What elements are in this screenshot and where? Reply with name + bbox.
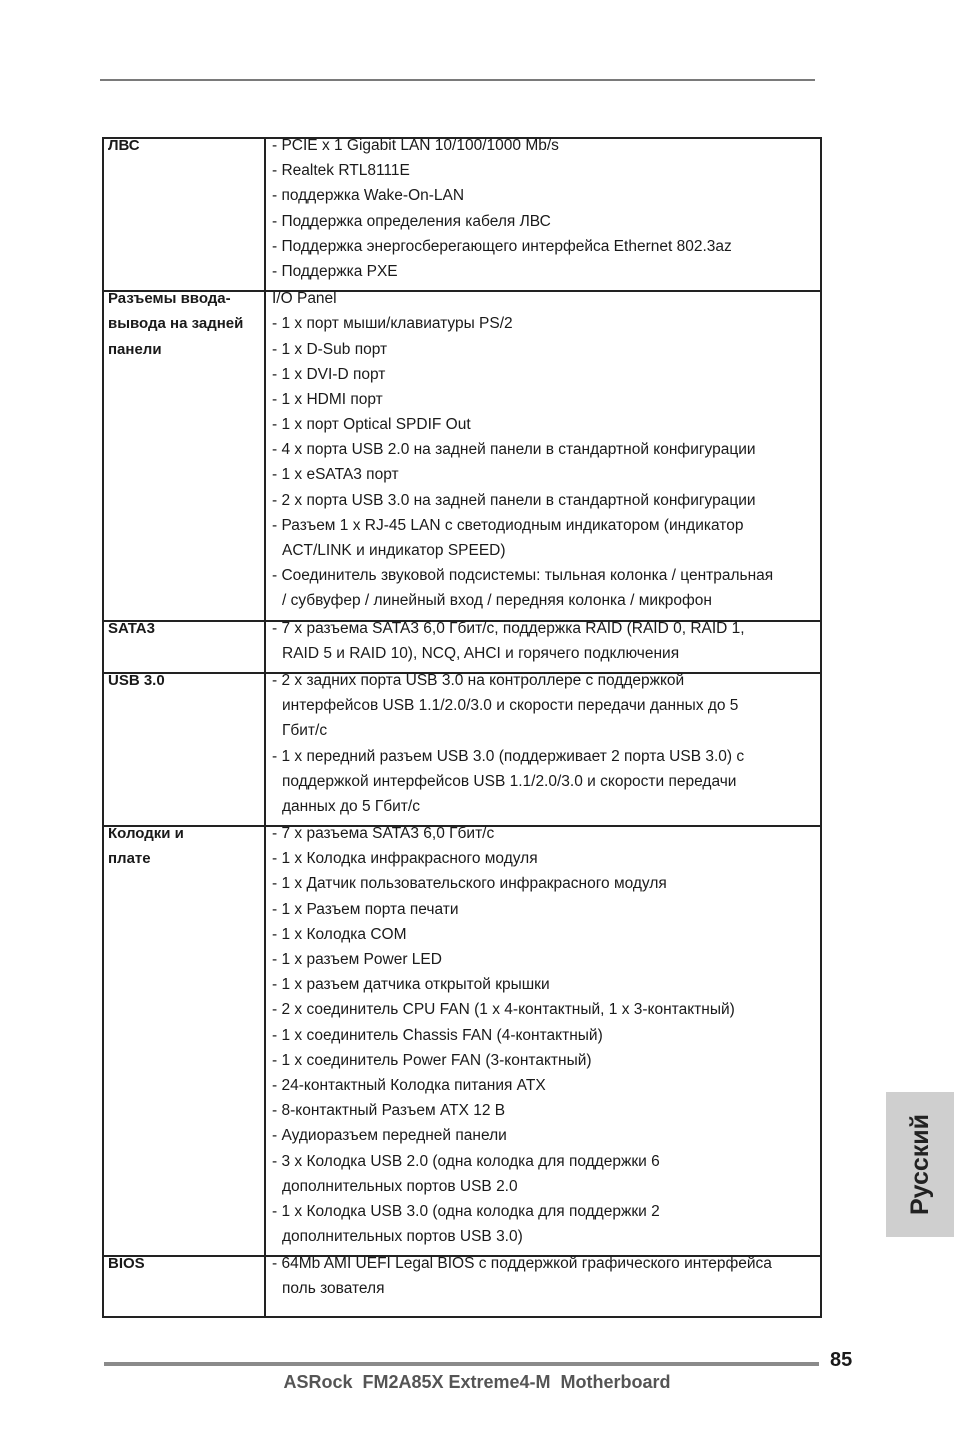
top-rule [100,79,815,81]
spec-label: Разъемы ввода- [108,290,231,308]
spec-value-cell [265,621,821,673]
spec-table-body [103,138,821,1317]
spec-label: плате [108,850,151,868]
spec-value-line: - 1 x разъем Power LED [272,951,442,968]
spec-label-cell [103,1256,265,1316]
spec-value-line: данных до 5 Гбит/с [282,797,420,815]
spec-row [103,621,821,673]
spec-value-line: - 7 x разъема SATA3 6,0 Гбит/с, поддержка RAID (RAID 0, RAID 1, [272,619,745,637]
spec-table [102,137,822,1318]
spec-value-line: - 1 x порт Optical SPDIF Out [272,416,471,434]
spec-label-cell [103,826,265,1256]
spec-value-line: поддержкой интерфейсов USB 1.1/2.0/3.0 и скорости передачи [282,772,737,790]
spec-value-line: - 1 x Колодка USB 3.0 (одна колодка для поддержки 2 [272,1202,660,1220]
spec-value-line: - 1 x Колодка COM [272,925,407,943]
spec-value-line: поль зователя [282,1280,385,1298]
spec-value-line: I/O Panel [272,290,337,308]
spec-value-line: - Поддержка PXE [272,262,398,280]
language-tab [886,1092,954,1237]
spec-value-line: / субвуфер / линейный вход / передняя колонка / микрофон [282,592,712,610]
spec-value-line: - 1 x порт мыши/клавиатуры PS/2 [272,315,513,333]
spec-row [103,138,821,291]
spec-label-cell [103,621,265,673]
spec-value-line: - 1 x DVI-D порт [272,365,386,383]
spec-label-cell [103,673,265,826]
spec-value-line: - 1 x соединитель Chassis FAN (4-контактный) [272,1026,603,1044]
spec-value-line: - Поддержка энергосберегающего интерфейса Ethernet 802.3az [272,237,732,255]
spec-row [103,291,821,620]
spec-label: вывода на задней [108,315,244,333]
spec-value-line: - 1 x соединитель Power FAN (3-контактный) [272,1051,592,1069]
spec-value-line: дополнительных портов USB 3.0) [282,1228,523,1246]
spec-row [103,826,821,1256]
spec-value-line: - 2 x соединитель CPU FAN (1 x 4-контактный, 1 x 3-контактный) [272,1001,735,1019]
spec-value-line: - PCIE x 1 Gigabit LAN 10/100/1000 Mb/s [272,137,559,154]
spec-value-line: RAID 5 и RAID 10), NCQ, AHCI и горячего подключения [282,644,680,662]
spec-label: панели [108,340,162,358]
spec-value-cell [265,1256,821,1316]
page-number: 85 [830,1349,853,1371]
spec-label: ЛВС [108,137,140,154]
spec-row [103,673,821,826]
spec-value-line: - Разъем 1 x RJ-45 LAN с светодиодным индикатором (индикатор [272,516,744,534]
spec-label: Колодки и [108,825,184,843]
spec-value-line: - 24-контактный Колодка питания ATX [272,1076,546,1094]
spec-value-line: - Аудиоразъем передней панели [272,1127,507,1145]
spec-value-line: - 64Mb AMI UEFI Legal BIOS с поддержкой графическoго интерфейса [272,1255,772,1273]
spec-value-line: - 2 x порта USB 3.0 на задней панели в стандартной конфигурации [272,491,756,509]
spec-value-line: ACT/LINK и индикатор SPEED) [282,542,506,559]
spec-value-line: - 1 x Датчик пользовательского инфракрасного модуля [272,875,667,893]
spec-value-line: - 1 x передний разъем USB 3.0 (поддерживает 2 порта USB 3.0) с [272,747,745,765]
spec-value-line: дополнительных портов USB 2.0 [282,1177,518,1195]
spec-label-cell [103,138,265,291]
spec-value-cell [265,138,821,291]
spec-value-cell [265,673,821,826]
spec-value-line: - поддержка Wake-On-LAN [272,187,465,205]
spec-value-line: - 1 x D-Sub порт [272,340,388,358]
spec-value-line: - Поддержка определения кабеля ЛВС [272,212,551,230]
spec-label-cell [103,291,265,620]
spec-value-line: - 8-контактный Разъем ATX 12 В [272,1102,506,1120]
spec-value-line: - 3 x Колодка USB 2.0 (одна колодка для поддержки 6 [272,1152,660,1170]
spec-value-line: - 1 x eSATA3 порт [272,466,399,484]
spec-value-cell [265,291,821,620]
spec-value-line: - Соединитель звуковой подсистемы: тыльная колонка / центральная [272,567,774,585]
language-tab-label: Русский [905,1113,934,1216]
spec-value-line: - Realtek RTL8111E [272,162,410,180]
spec-label: USB 3.0 [108,671,165,689]
spec-value-line: интерфейсов USB 1.1/2.0/3.0 и скорости передачи данных до 5 [282,697,739,715]
spec-value-line: - 1 x Колодка инфракрасного модуля [272,850,538,868]
bottom-rule [104,1362,819,1366]
spec-label: SATA3 [108,619,155,637]
spec-value-cell [265,826,821,1256]
spec-row [103,1256,821,1316]
spec-value-line: - 7 x разъема SATA3 6,0 Гбит/с [272,825,495,843]
spec-label: BIOS [108,1255,145,1273]
spec-value-line: - 1 x HDMI порт [272,390,383,408]
footer-title: ASRock FM2A85X Extreme4-M Motherboard [283,1372,671,1392]
spec-value-line: Гбит/с [282,722,328,740]
spec-value-line: - 1 x Разъем порта печати [272,900,459,918]
spec-value-line: - 1 x разъем датчика открытой крышки [272,976,550,994]
spec-value-line: - 2 x задних порта USB 3.0 на контроллере с поддержкой [272,671,685,689]
spec-value-line: - 4 x порта USB 2.0 на задней панели в стандартной конфигурации [272,441,756,459]
